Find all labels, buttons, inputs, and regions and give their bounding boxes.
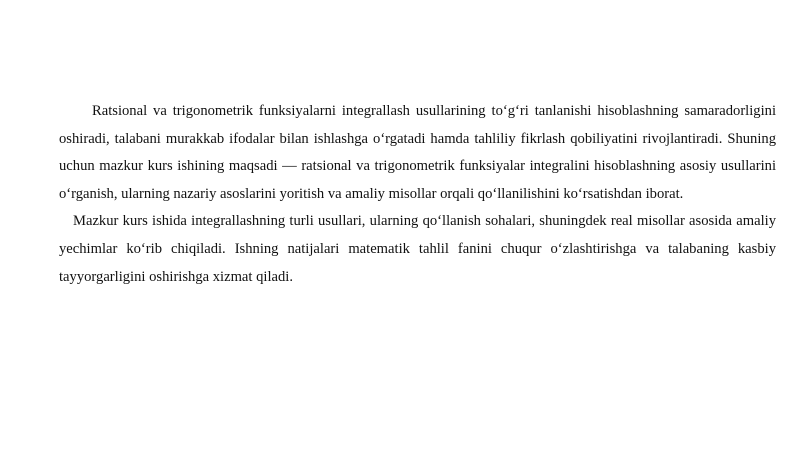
body-text — [59, 98, 776, 291]
paragraph-scope: Mazkur kurs ishida integrallashning turli usullari, ularning qo‘llanish sohalari, shuningdek real misollar asosida amaliy yechimlar ko‘rib chiqiladi. Ishning natijalari matematik tahlil fanini chuqur o‘zlashtirishga va talabaning kasbiy tayyorgarligini oshirishga xizmat qiladi. — [59, 213, 776, 285]
paragraph-introduction: Ratsional va trigonometrik funksiyalarni integrallash usullarining to‘g‘ri tanlanishi hisoblashning samaradorligini oshiradi, talabani murakkab ifodalar bilan ishlashga o‘rgatadi hamda tahliliy fikrlash qobiliyatini rivojlantiradi. Shuning uchun mazkur kurs ishining maqsadi — ratsional va trigonometrik funksiyalar integralini hisoblashning asosiy usullarini o‘rganish, ularning nazariy asoslarini yoritish va amaliy misollar orqali qo‘llanilishini ko‘rsatishdan iborat. — [59, 103, 776, 202]
